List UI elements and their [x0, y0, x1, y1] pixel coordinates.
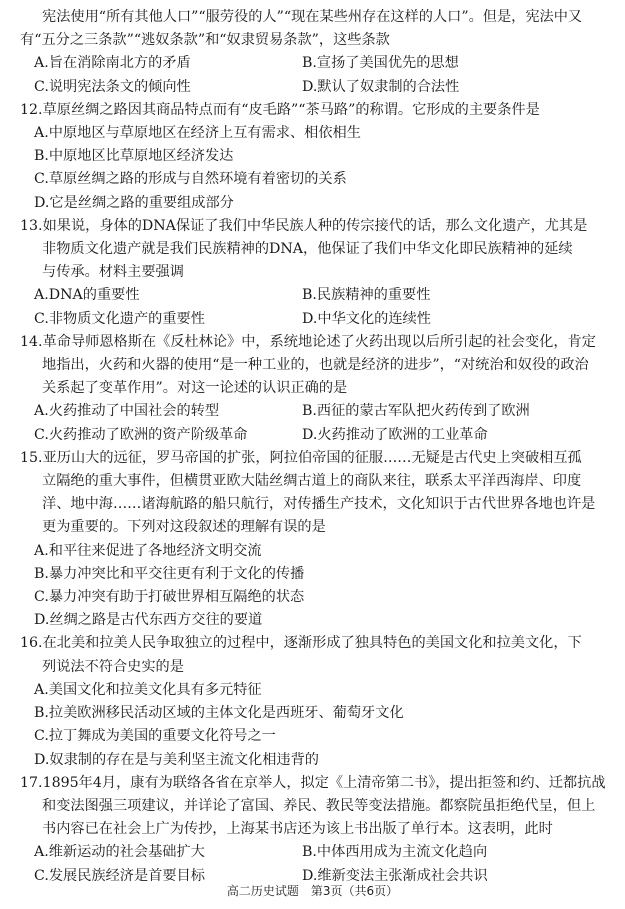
question-text-line: 和变法图强三项建议，并详论了富国、养民、教民等变法措施。都察院虽拒绝代呈，但上 — [42, 797, 596, 814]
option-d: D.它是丝绸之路的重要组成部分 — [34, 194, 234, 211]
option-b: B.西征的蒙古军队把火药传到了欧洲 — [302, 403, 530, 420]
question-text-line: 列说法不符合史实的是 — [42, 658, 184, 675]
option-c: C.非物质文化遗产的重要性 — [34, 310, 205, 327]
option-a: A.和平往来促进了各地经济文明交流 — [34, 542, 262, 559]
question-stem: 16.在北美和拉美人民争取独立的过程中，逐渐形成了独具特色的美国文化和拉美文化，下 — [20, 635, 582, 652]
option-d: D.丝绸之路是古代东西方交往的要道 — [34, 612, 263, 629]
question-14 — [20, 331, 611, 447]
option-c: C.说明宪法条文的倾向性 — [34, 78, 191, 95]
page-footer: 高二历史试题 第3页（共6页） — [226, 884, 399, 898]
option-b: B.民族精神的重要性 — [302, 287, 431, 304]
option-row — [20, 308, 611, 331]
question-stem: 12.草原丝绸之路因其商品特点而有“皮毛路”“茶马路”的称谓。它形成的主要条件是 — [20, 101, 540, 118]
question-text-line: 洋、地中海……诸海航路的船只航行，对传播生产技术，文化知识于古代世界各地也许是 — [42, 496, 596, 513]
option-row — [20, 76, 611, 99]
option-row — [20, 841, 611, 864]
option-c: C.草原丝绸之路的形成与自然环境有着密切的关系 — [34, 171, 347, 188]
question-text-line: 非物质文化遗产就是我们民族精神的DNA，他保证了我们中华文化即民族精神的延续 — [42, 241, 573, 258]
option-d: D.默认了奴隶制的合法性 — [302, 78, 460, 95]
option-b: B.中体西用成为主流文化趋向 — [302, 844, 488, 861]
question-text-line: 宪法使用“所有其他人口”“服劳役的人”“现在某些州存在这样的人口”。但是，宪法中又 — [42, 9, 583, 25]
option-a: A.火药推动了中国社会的转型 — [34, 403, 220, 420]
option-a: A.DNA的重要性 — [34, 287, 140, 304]
question-12 — [20, 99, 611, 215]
question-stem: 17.1895年4月，康有为联络各省在京举人，拟定《上清帝第二书》，提出拒签和约、迁都抗战 — [20, 774, 606, 791]
option-row — [20, 284, 611, 307]
option-a: A.维新运动的社会基础扩大 — [34, 844, 205, 861]
option-a: A.美国文化和拉美文化具有多元特征 — [34, 681, 262, 698]
option-c: C.火药推动了欧洲的资产阶级革命 — [34, 426, 248, 443]
option-d: D.火药推动了欧洲的工业革命 — [302, 426, 488, 443]
question-text-line: 更为重要的。下列对这段叙述的理解有误的是 — [42, 519, 326, 536]
question-stem: 15.亚历山大的远征，罗马帝国的扩张，阿拉伯帝国的征服……无疑是古代史上突破相互孤 — [20, 449, 582, 466]
question-11-continued — [20, 6, 611, 99]
option-row — [20, 424, 611, 447]
question-text-line: 与传承。材料主要强调 — [42, 264, 184, 281]
option-c: C.暴力冲突有助于打破世界相互隔绝的状态 — [34, 589, 305, 606]
question-13 — [20, 215, 611, 331]
question-text-line: 关系起了变革作用”。对这一论述的认识正确的是 — [42, 380, 348, 397]
option-a: A.中原地区与草原地区在经济上互有需求、相依相生 — [34, 125, 361, 142]
option-row — [20, 400, 611, 423]
question-16 — [20, 632, 611, 771]
question-17 — [20, 772, 611, 888]
option-b: B.宣扬了美国优先的思想 — [302, 55, 459, 72]
question-stem: 14.革命导师恩格斯在《反杜林论》中，系统地论述了火药出现以后所引起的社会变化，肯定 — [20, 333, 596, 350]
question-text-line: 书内容已在社会上广为传抄，上海某书店还为该上书出版了单行本。这表明，此时 — [42, 821, 553, 838]
option-d: D.维新变法主张渐成社会共识 — [302, 867, 488, 884]
option-d: D.奴隶制的存在是与美利坚主流文化相违背的 — [34, 751, 319, 768]
option-b: B.拉美欧洲移民活动区域的主体文化是西班牙、葡萄牙文化 — [34, 705, 404, 722]
option-c: C.拉丁舞成为美国的重要文化符号之一 — [34, 728, 276, 745]
option-a: A.旨在消除南北方的矛盾 — [34, 55, 191, 72]
option-b: B.暴力冲突比和平交往更有利于文化的传播 — [34, 565, 305, 582]
option-row — [20, 52, 611, 75]
question-text-line: 地指出，火药和火器的使用“是一种工业的，也就是经济的进步”，“对统治和奴役的政治 — [42, 357, 589, 374]
option-c: C.发展民族经济是首要目标 — [34, 867, 205, 884]
question-text-line: 立隔绝的重大事件，但横贯亚欧大陆丝绸古道上的商队来往，联系太平洋西海岸、印度 — [42, 473, 582, 490]
question-stem: 13.如果说，身体的DNA保证了我们中华民族人种的传宗接代的话，那么文化遗产，尤其是 — [20, 217, 588, 234]
question-text-line: 有“五分之三条款”“逃奴条款”和“奴隶贸易条款”，这些条款 — [20, 32, 390, 49]
option-d: D.中华文化的连续性 — [302, 310, 431, 327]
question-15 — [20, 447, 611, 633]
option-b: B.中原地区比草原地区经济发达 — [34, 148, 234, 165]
